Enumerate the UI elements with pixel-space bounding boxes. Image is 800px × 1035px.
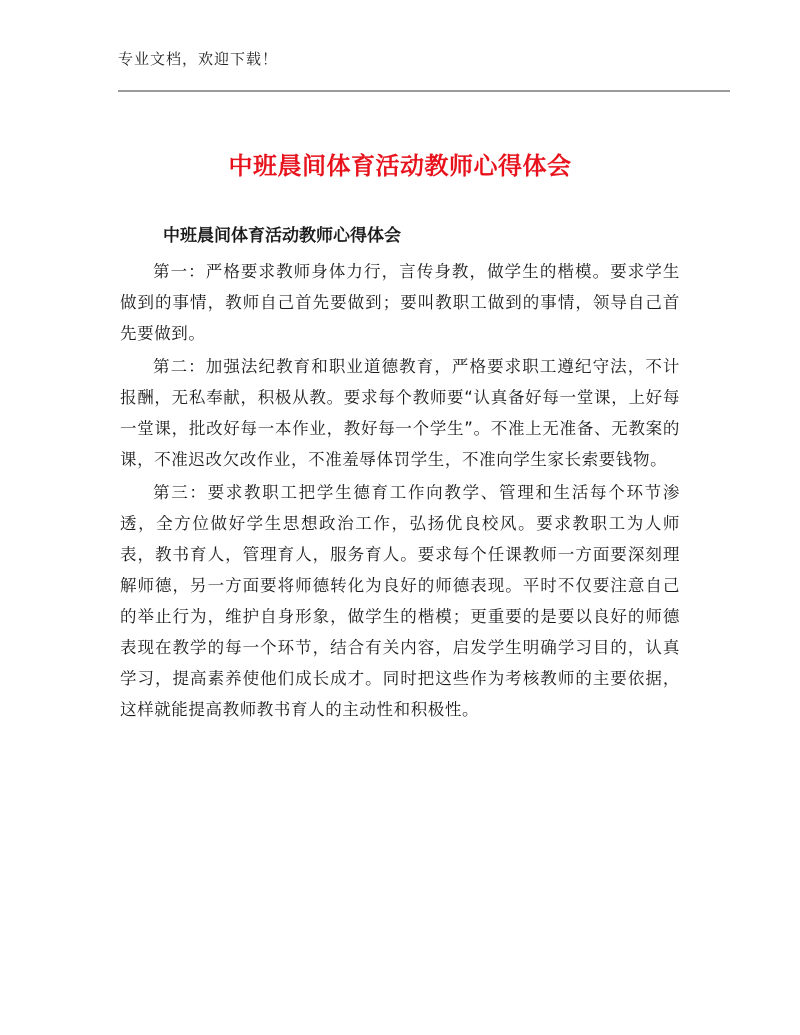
document-subtitle: 中班晨间体育活动教师心得体会: [163, 226, 401, 246]
paragraph-2: 第二：加强法纪教育和职业道德教育，严格要求职工遵纪守法，不计报酬，无私奉献，积极从教。要求每个教师要“认真备好每一堂课，上好每一堂课，批改好每一本作业，教好每一个学生”。不准上无准备、无教案的课，不准迟改欠改作业，不准羞辱体罚学生，不准向学生家长索要钱物。: [120, 357, 680, 469]
document-title: 中班晨间体育活动教师心得体会: [228, 152, 572, 180]
document-body: [120, 256, 680, 725]
paragraph-1: 第一：严格要求教师身体力行，言传身教，做学生的楷模。要求学生做到的事情，教师自己首先要做到；要叫教职工做到的事情，领导自己首先要做到。: [120, 262, 680, 343]
paragraph-3: 第三：要求教职工把学生德育工作向教学、管理和生活每个环节渗透，全方位做好学生思想政治工作，弘扬优良校风。要求教职工为人师表，教书育人，管理育人，服务育人。要求每个任课教师一方面要深刻理解师德，另一方面要将师德转化为良好的师德表现。平时不仅要注意自己的举止行为，维护自身形象，做学生的楷模；更重要的是要以良好的师德表现在教学的每一个环节，结合有关内容，启发学生明确学习目的，认真学习，提高素养使他们成长成才。同时把这些作为考核教师的主要依据，这样就能提高教师教书育人的主动性和积极性。: [120, 483, 680, 719]
page-header-text: 专业文档，欢迎下载！: [118, 50, 279, 68]
header-divider: [118, 90, 730, 92]
